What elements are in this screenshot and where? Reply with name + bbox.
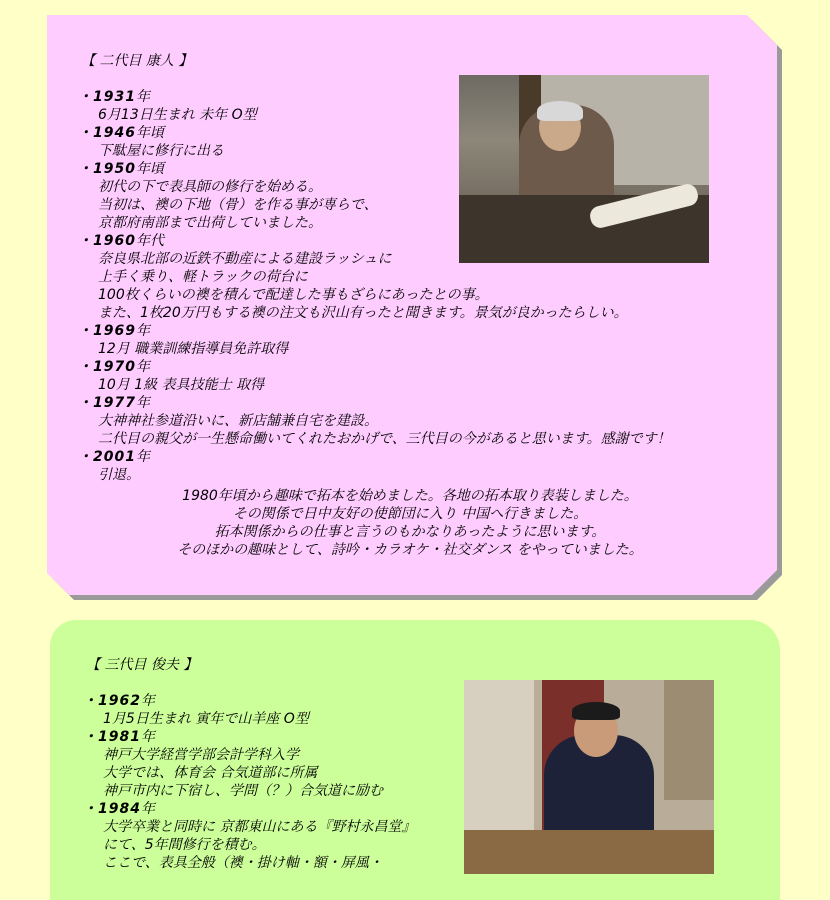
timeline-entry — [83, 728, 415, 746]
entry-description: 大学では、体育会 合気道部に所属 — [103, 765, 318, 781]
entry-description: 二代目の親父が一生懸命働いてくれたおかげで、三代目の今があると思います。感謝です！ — [98, 431, 671, 447]
closing-line: 1980年頃から趣味で拓本を始めました。各地の拓本取り表装しました。 — [182, 488, 638, 504]
entry-description: 下駄屋に修行に出る — [98, 143, 224, 159]
entry-year-suffix: 年 — [135, 89, 150, 105]
entry-description: にて、5年間修行を積む。 — [103, 837, 266, 853]
timeline-entry — [78, 322, 671, 340]
entry-description: 上手く乗り、軽トラックの荷台に — [98, 269, 308, 285]
entry-year: ・1962 — [83, 693, 141, 709]
entry-description: 6月13日生まれ 未年 O型 — [98, 107, 257, 123]
entry-year-suffix: 年 — [140, 729, 155, 745]
entry-year: ・1946 — [78, 125, 136, 141]
entry-description: 12月 職業訓練指導員免許取得 — [98, 341, 289, 357]
closing-line: 拓本関係からの仕事と言うのもかなりあったように思います。 — [214, 524, 606, 540]
entry-year-suffix: 年 — [135, 449, 150, 465]
entry-description: 10月 1級 表具技能士 取得 — [98, 377, 265, 393]
timeline-entry — [83, 800, 415, 818]
entry-year: ・1931 — [78, 89, 136, 105]
timeline-entry — [78, 358, 671, 376]
entry-year-suffix: 年頃 — [135, 161, 164, 177]
timeline-list — [83, 692, 415, 872]
entry-description: 神戸大学経営学部会計学科入学 — [103, 747, 299, 763]
entry-year: ・1950 — [78, 161, 136, 177]
timeline-entry — [78, 448, 671, 466]
section-heading: 【 二代目 康人 】 — [81, 53, 193, 69]
entry-year: ・1969 — [78, 323, 136, 339]
entry-description: 当初は、襖の下地（骨）を作る事が専らで、 — [98, 197, 378, 213]
entry-year: ・1977 — [78, 395, 136, 411]
photo-craftsman-elder — [459, 75, 709, 263]
entry-description: 神戸市内に下宿し、学問（？）合気道に励む — [103, 783, 383, 799]
entry-description: ここで、表具全般（襖・掛け軸・額・屏風・ — [103, 855, 383, 871]
closing-line: そのほかの趣味として、詩吟・カラオケ・社交ダンス をやっていました。 — [177, 542, 643, 558]
entry-year: ・1984 — [83, 801, 141, 817]
entry-year-suffix: 年 — [135, 395, 150, 411]
entry-description: また、1枚20万円もする襖の注文も沢山有ったと聞きます。景気が良かったらしい。 — [98, 305, 628, 321]
entry-year-suffix: 年 — [140, 801, 155, 817]
entry-description: 奈良県北部の近鉄不動産による建設ラッシュに — [98, 251, 392, 267]
photo-craftsman-young — [464, 680, 714, 874]
closing-paragraph — [60, 487, 760, 559]
closing-line: その関係で日中友好の使節団に入り 中国へ行きました。 — [232, 506, 588, 522]
entry-year-suffix: 年 — [135, 359, 150, 375]
entry-year: ・1981 — [83, 729, 141, 745]
section-heading: 【 三代目 俊夫 】 — [86, 657, 198, 673]
entry-year-suffix: 年頃 — [135, 125, 164, 141]
timeline-entry — [78, 394, 671, 412]
entry-year-suffix: 年 — [140, 693, 155, 709]
entry-description: 大学卒業と同時に 京都東山にある『野村永昌堂』 — [103, 819, 416, 835]
entry-year: ・1960 — [78, 233, 136, 249]
entry-description: 100枚くらいの襖を積んで配達した事もざらにあったとの事。 — [98, 287, 489, 303]
entry-year: ・2001 — [78, 449, 136, 465]
entry-description: 1月5日生まれ 寅年で山羊座 O型 — [103, 711, 309, 727]
entry-description: 大神神社参道沿いに、新店舗兼自宅を建設。 — [98, 413, 378, 429]
entry-description: 引退。 — [98, 467, 140, 483]
timeline-entry — [83, 692, 415, 710]
entry-year-suffix: 年代 — [135, 233, 164, 249]
entry-year: ・1970 — [78, 359, 136, 375]
entry-description: 京都府南部まで出荷していました。 — [98, 215, 322, 231]
entry-year-suffix: 年 — [135, 323, 150, 339]
entry-description: 初代の下で表具師の修行を始める。 — [98, 179, 322, 195]
